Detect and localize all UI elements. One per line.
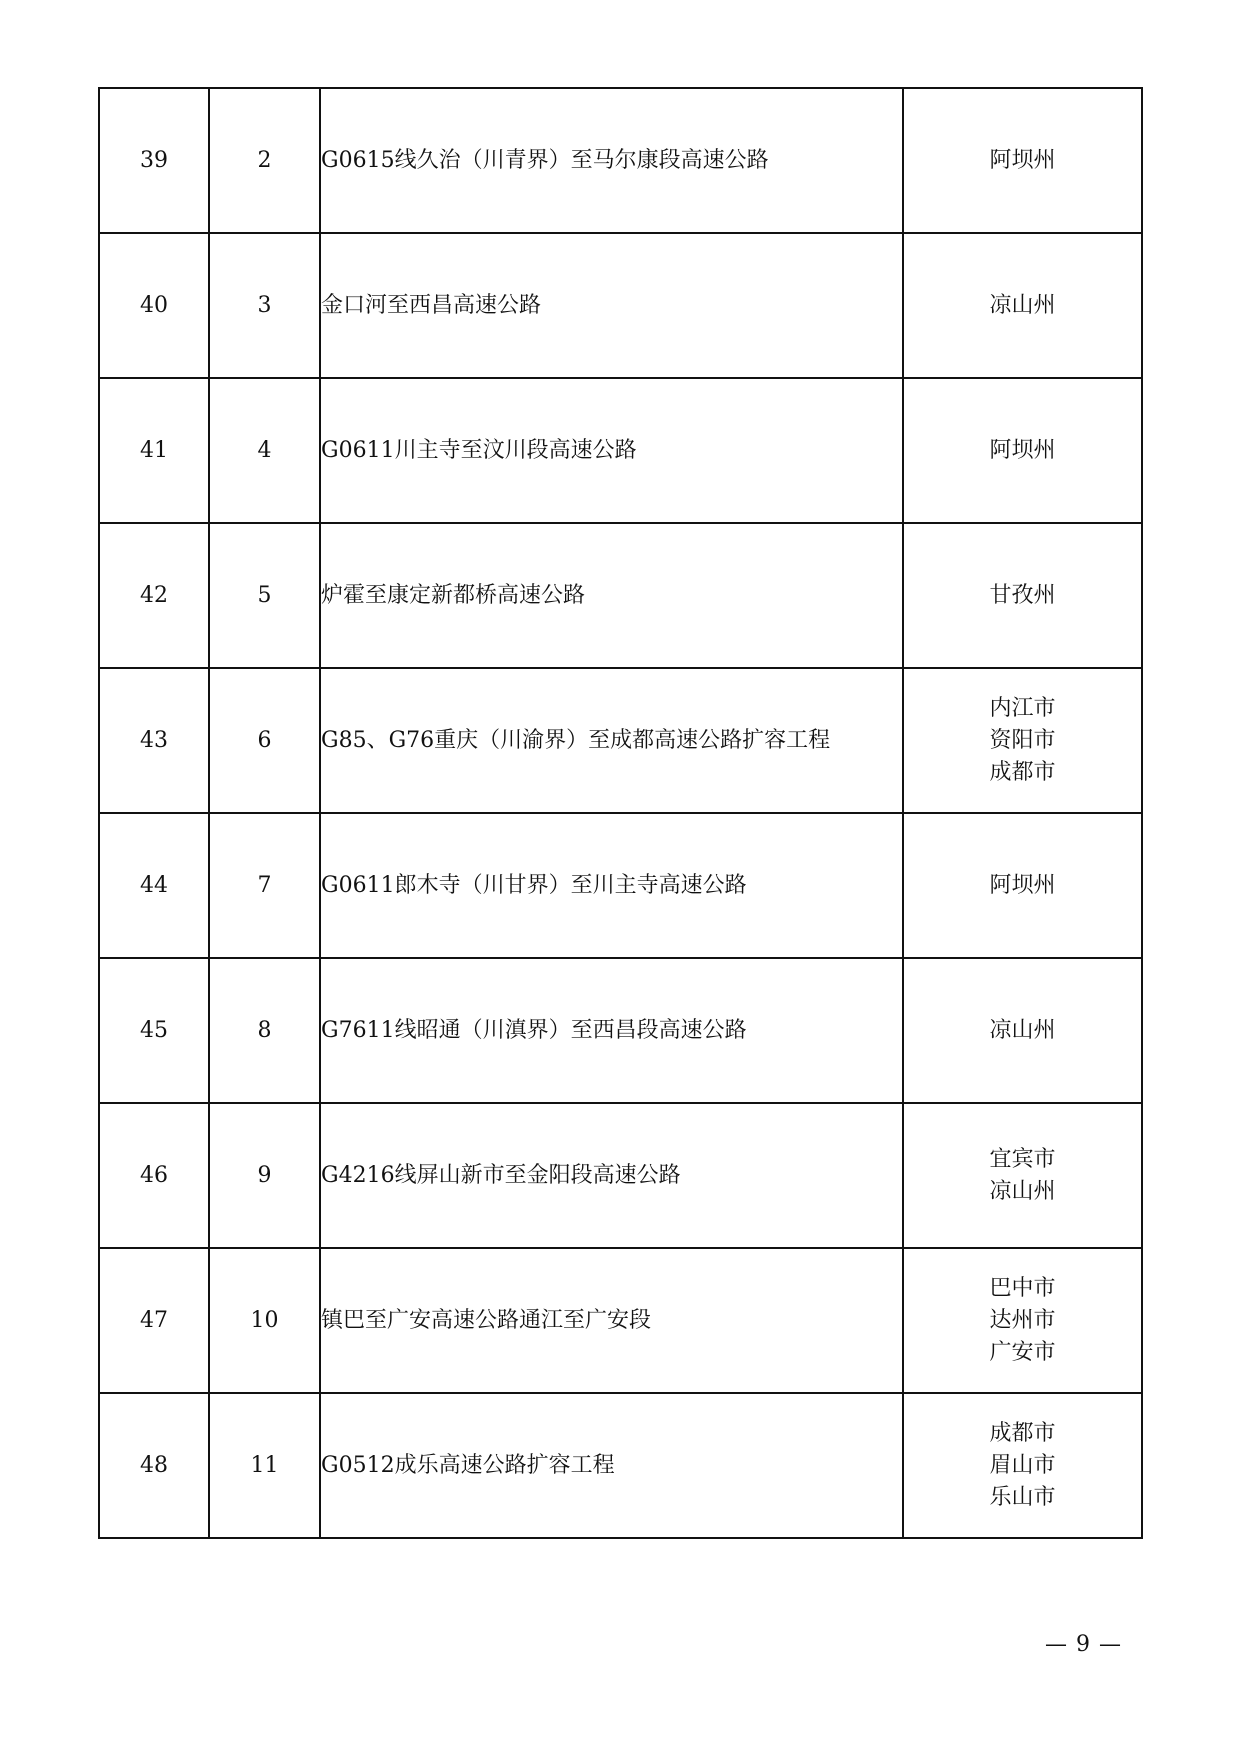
row-category-index: 10	[209, 1248, 320, 1393]
page-number: — 9 —	[1045, 1632, 1122, 1657]
project-name: G4216线屏山新市至金阳段高速公路	[320, 1103, 903, 1248]
row-sequence-number: 44	[99, 813, 209, 958]
row-category-index: 7	[209, 813, 320, 958]
region-name: 眉山市	[989, 1452, 1056, 1478]
project-name: 炉霍至康定新都桥高速公路	[320, 523, 903, 668]
row-sequence-number: 46	[99, 1103, 209, 1248]
table-row	[99, 958, 1142, 1103]
project-name: G0615线久治（川青界）至马尔康段高速公路	[320, 88, 903, 233]
region-name: 乐山市	[989, 1484, 1056, 1510]
region-name: 资阳市	[989, 727, 1056, 753]
row-category-index: 5	[209, 523, 320, 668]
row-category-index: 2	[209, 88, 320, 233]
project-regions	[903, 668, 1142, 813]
region-name: 达州市	[989, 1307, 1056, 1333]
region-name: 甘孜州	[989, 582, 1056, 608]
row-category-index: 4	[209, 378, 320, 523]
row-category-index: 11	[209, 1393, 320, 1538]
region-name: 成都市	[989, 1420, 1056, 1446]
project-name: 金口河至西昌高速公路	[320, 233, 903, 378]
project-name: G0512成乐高速公路扩容工程	[320, 1393, 903, 1538]
project-regions	[903, 88, 1142, 233]
row-sequence-number: 42	[99, 523, 209, 668]
project-regions	[903, 523, 1142, 668]
row-category-index: 3	[209, 233, 320, 378]
project-regions	[903, 378, 1142, 523]
table-row	[99, 523, 1142, 668]
table-row	[99, 1103, 1142, 1248]
project-name: G0611川主寺至汶川段高速公路	[320, 378, 903, 523]
table-row	[99, 378, 1142, 523]
row-sequence-number: 45	[99, 958, 209, 1103]
row-sequence-number: 48	[99, 1393, 209, 1538]
project-regions	[903, 813, 1142, 958]
region-name: 阿坝州	[989, 147, 1056, 173]
table-row	[99, 813, 1142, 958]
project-table	[98, 87, 1143, 1539]
region-name: 凉山州	[989, 1017, 1056, 1043]
region-name: 广安市	[989, 1339, 1056, 1365]
table-row	[99, 668, 1142, 813]
project-name: G85、G76重庆（川渝界）至成都高速公路扩容工程	[320, 668, 903, 813]
region-name: 凉山州	[989, 1178, 1056, 1204]
row-category-index: 8	[209, 958, 320, 1103]
row-sequence-number: 40	[99, 233, 209, 378]
region-name: 阿坝州	[989, 437, 1056, 463]
row-category-index: 9	[209, 1103, 320, 1248]
project-regions	[903, 233, 1142, 378]
table-row	[99, 1248, 1142, 1393]
project-regions	[903, 958, 1142, 1103]
region-name: 成都市	[989, 759, 1056, 785]
project-name: 镇巴至广安高速公路通江至广安段	[320, 1248, 903, 1393]
row-category-index: 6	[209, 668, 320, 813]
table-row	[99, 233, 1142, 378]
table-body	[99, 88, 1142, 1538]
project-regions	[903, 1248, 1142, 1393]
project-name: G7611线昭通（川滇界）至西昌段高速公路	[320, 958, 903, 1103]
row-sequence-number: 47	[99, 1248, 209, 1393]
row-sequence-number: 39	[99, 88, 209, 233]
project-name: G0611郎木寺（川甘界）至川主寺高速公路	[320, 813, 903, 958]
region-name: 巴中市	[989, 1275, 1056, 1301]
project-regions	[903, 1103, 1142, 1248]
region-name: 内江市	[989, 695, 1056, 721]
project-regions	[903, 1393, 1142, 1538]
table-row	[99, 88, 1142, 233]
table-row	[99, 1393, 1142, 1538]
region-name: 宜宾市	[989, 1146, 1056, 1172]
region-name: 阿坝州	[989, 872, 1056, 898]
region-name: 凉山州	[989, 292, 1056, 318]
row-sequence-number: 41	[99, 378, 209, 523]
row-sequence-number: 43	[99, 668, 209, 813]
